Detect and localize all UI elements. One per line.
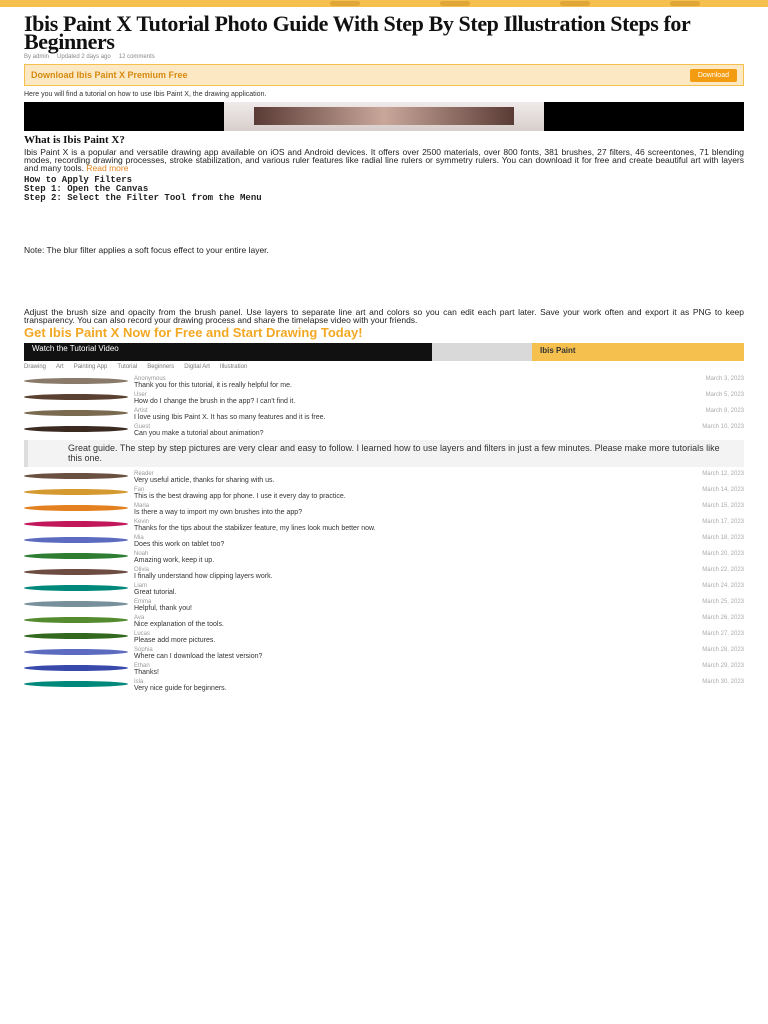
avatar[interactable] xyxy=(24,394,128,400)
comment-item xyxy=(24,424,744,437)
comment-body xyxy=(134,408,628,421)
highlight-cta[interactable]: Get Ibis Paint X Now for Free and Start Drawing Today! xyxy=(24,325,363,341)
avatar[interactable] xyxy=(24,553,128,559)
comment-text: This is the best drawing app for phone. I use it every day to practice. xyxy=(134,493,346,501)
section-text-what-is xyxy=(24,148,744,172)
comment-author[interactable]: Mia xyxy=(134,535,144,542)
tag-list xyxy=(24,364,744,370)
comment-item xyxy=(24,599,744,612)
comment-date: March 12, 2023 xyxy=(702,471,744,478)
comment-date: March 26, 2023 xyxy=(702,615,744,622)
comment-body xyxy=(134,615,628,628)
media-label[interactable]: Watch the Tutorial Video xyxy=(24,343,432,361)
comment-list xyxy=(24,376,744,692)
thumbnail-image xyxy=(254,107,514,125)
comment-item xyxy=(24,376,744,389)
comment-author[interactable]: Ethan xyxy=(134,663,150,670)
comment-date: March 30, 2023 xyxy=(702,679,744,686)
comment-text: Does this work on tablet too? xyxy=(134,541,225,549)
video-right xyxy=(544,102,744,131)
comment-item xyxy=(24,679,744,692)
comment-author[interactable]: Emma xyxy=(134,599,152,606)
comment-body xyxy=(134,487,628,500)
nav-item-4[interactable] xyxy=(670,1,700,6)
comment-date: March 20, 2023 xyxy=(702,551,744,558)
comment-author[interactable]: Noah xyxy=(134,551,149,558)
avatar[interactable] xyxy=(24,473,128,479)
comment-text: Thank you for this tutorial, it is really helpful for me. xyxy=(134,382,292,390)
promo-banner[interactable] xyxy=(24,64,744,86)
tag-item[interactable]: Digital Art xyxy=(184,363,210,370)
meta-author[interactable]: By admin xyxy=(24,54,50,61)
comment-author[interactable]: Kevin xyxy=(134,519,150,526)
comment-body xyxy=(134,599,628,612)
media-bar[interactable] xyxy=(24,343,744,361)
media-spacer xyxy=(432,343,532,361)
top-nav-bar xyxy=(0,0,768,7)
comment-body xyxy=(134,647,628,660)
comment-item xyxy=(24,615,744,628)
comment-date: March 15, 2023 xyxy=(702,503,744,510)
details-text: Adjust the brush size and opacity from the brush panel. Use layers to separate line art and colors so you can edit each part later. Save your work often and export it as PNG to keep transparency. You can also record your drawing process and share the timelapse video with your friends. xyxy=(24,307,744,326)
comment-body xyxy=(134,376,628,389)
how-to-label: How to Apply Filters xyxy=(24,175,133,186)
comment-item xyxy=(24,519,744,532)
avatar[interactable] xyxy=(24,569,128,575)
comment-text: Very nice guide for beginners. xyxy=(134,685,227,693)
comment-body xyxy=(134,519,628,532)
comment-date: March 10, 2023 xyxy=(702,424,744,431)
comment-date: March 8, 2023 xyxy=(705,408,744,415)
comment-body xyxy=(134,551,628,564)
avatar[interactable] xyxy=(24,681,128,687)
comment-author[interactable]: Olivia xyxy=(134,567,150,574)
comment-date: March 17, 2023 xyxy=(702,519,744,526)
instructions xyxy=(24,176,744,202)
comment-item xyxy=(24,408,744,421)
section-heading-what-is: What is Ibis Paint X? xyxy=(24,133,125,146)
comment-item xyxy=(24,392,744,405)
tag-item[interactable]: Tutorial xyxy=(117,363,138,370)
instruction-step-2: Step 2: Select the Filter Tool from the Menu xyxy=(24,192,262,203)
comment-item xyxy=(24,535,744,548)
comment-text: Nice explanation of the tools. xyxy=(134,621,224,629)
comment-body xyxy=(134,503,628,516)
video-thumbnail[interactable] xyxy=(224,102,544,131)
comment-author[interactable]: Fan xyxy=(134,487,145,494)
comment-date: March 29, 2023 xyxy=(702,663,744,670)
promo-download-button[interactable]: Download xyxy=(690,69,737,82)
comment-author[interactable]: User xyxy=(134,392,147,399)
comment-text: I finally understand how clipping layers work. xyxy=(134,573,273,581)
avatar[interactable] xyxy=(24,410,128,416)
comment-text: How do I change the brush in the app? I can't find it. xyxy=(134,398,296,406)
comment-text: Amazing work, keep it up. xyxy=(134,557,215,565)
video-left xyxy=(24,102,224,131)
avatar[interactable] xyxy=(24,633,128,639)
read-more-link[interactable]: Read more xyxy=(86,163,129,174)
tag-item[interactable]: Painting App xyxy=(73,363,108,370)
avatar[interactable] xyxy=(24,378,128,384)
avatar[interactable] xyxy=(24,649,128,655)
comment-body xyxy=(134,535,628,548)
comment-author[interactable]: Lucas xyxy=(134,631,151,638)
comment-date: March 25, 2023 xyxy=(702,599,744,606)
comment-text: Thanks! xyxy=(134,669,159,677)
avatar[interactable] xyxy=(24,601,128,607)
what-is-body: Ibis Paint X is a popular and versatile drawing app available on iOS and Android devices. It offers over 2500 materials, over 800 fonts, 381 brushes, 27 filters, 46 screentones, 71 blending modes, recording drawing processes, stroke stabilization, and various ruler features like radial line rulers or symmetry rulers. You can download it for free and create beautiful art with layers and many tools. xyxy=(24,147,744,174)
comment-body xyxy=(134,663,628,676)
comment-body xyxy=(134,631,628,644)
comment-body xyxy=(134,392,628,405)
comment-author[interactable]: Sophia xyxy=(134,647,153,654)
comment-body xyxy=(134,679,628,692)
nav-item-2[interactable] xyxy=(440,1,470,6)
comment-author[interactable]: Artist xyxy=(134,408,148,415)
comment-item xyxy=(24,631,744,644)
comment-text: Please add more pictures. xyxy=(134,637,216,645)
media-badge[interactable]: Ibis Paint xyxy=(532,343,744,361)
comment-author[interactable]: Isla xyxy=(134,679,144,686)
comment-date: March 28, 2023 xyxy=(702,647,744,654)
meta-date: Updated 2 days ago xyxy=(57,54,111,61)
comment-author[interactable]: Ava xyxy=(134,615,145,622)
comment-date: March 14, 2023 xyxy=(702,487,744,494)
quoted-comment: Great guide. The step by step pictures are very clear and easy to follow. I learned how to use layers and filters in just a few minutes. Please make more tutorials like this one. xyxy=(24,440,744,467)
comment-item xyxy=(24,503,744,516)
comment-author[interactable]: Liam xyxy=(134,583,148,590)
avatar[interactable] xyxy=(24,617,128,623)
comment-date: March 27, 2023 xyxy=(702,631,744,638)
comment-body xyxy=(134,583,628,596)
comment-author[interactable]: Reader xyxy=(134,471,154,478)
nav-item-3[interactable] xyxy=(560,1,590,6)
comment-body xyxy=(134,424,628,437)
instruction-step-1: Step 1: Open the Canvas xyxy=(24,183,149,194)
comment-item xyxy=(24,647,744,660)
avatar[interactable] xyxy=(24,665,128,671)
comment-text: Helpful, thank you! xyxy=(134,605,192,613)
tag-item[interactable]: Drawing xyxy=(24,363,47,370)
comment-text: Is there a way to import my own brushes into the app? xyxy=(134,509,303,517)
comment-author[interactable]: Maria xyxy=(134,503,150,510)
meta-comments[interactable]: 12 comments xyxy=(118,54,155,61)
avatar[interactable] xyxy=(24,505,128,511)
meta-row xyxy=(24,54,744,60)
avatar[interactable] xyxy=(24,521,128,527)
comment-text: Very useful article, thanks for sharing with us. xyxy=(134,477,275,485)
comment-item xyxy=(24,663,744,676)
comment-item xyxy=(24,567,744,580)
promo-label: Download Ibis Paint X Premium Free xyxy=(31,70,188,80)
comment-date: March 18, 2023 xyxy=(702,535,744,542)
comment-item xyxy=(24,583,744,596)
comment-author[interactable]: Anonymous xyxy=(134,376,166,383)
comment-item xyxy=(24,471,744,484)
comment-text: Great tutorial. xyxy=(134,589,177,597)
tag-item[interactable]: Illustration xyxy=(219,363,248,370)
nav-item-1[interactable] xyxy=(330,1,360,6)
avatar[interactable] xyxy=(24,489,128,495)
comment-date: March 5, 2023 xyxy=(705,392,744,399)
tag-item[interactable]: Beginners xyxy=(147,363,175,370)
note-text: Note: The blur filter applies a soft focus effect to your entire layer. xyxy=(24,245,269,256)
intro-text: Here you will find a tutorial on how to use Ibis Paint X, the drawing application. xyxy=(24,91,267,99)
comment-author[interactable]: Guest xyxy=(134,424,151,431)
comment-body xyxy=(134,471,628,484)
comment-body xyxy=(134,567,628,580)
tag-item[interactable]: Art xyxy=(56,363,64,370)
comment-item xyxy=(24,551,744,564)
comment-text: Where can I download the latest version? xyxy=(134,653,263,661)
comment-text: Can you make a tutorial about animation? xyxy=(134,430,264,438)
comment-item xyxy=(24,487,744,500)
comment-text: Thanks for the tips about the stabilizer feature, my lines look much better now. xyxy=(134,525,376,533)
avatar[interactable] xyxy=(24,537,128,543)
page-title: Ibis Paint X Tutorial Photo Guide With Step By Step Illustration Steps for Beginners xyxy=(24,11,690,55)
article-header xyxy=(24,7,744,60)
comment-date: March 24, 2023 xyxy=(702,583,744,590)
video-player[interactable] xyxy=(24,102,744,131)
comment-text: I love using Ibis Paint X. It has so many features and it is free. xyxy=(134,414,326,422)
avatar[interactable] xyxy=(24,426,128,432)
avatar[interactable] xyxy=(24,585,128,591)
comment-date: March 3, 2023 xyxy=(705,376,744,383)
comment-date: March 22, 2023 xyxy=(702,567,744,574)
